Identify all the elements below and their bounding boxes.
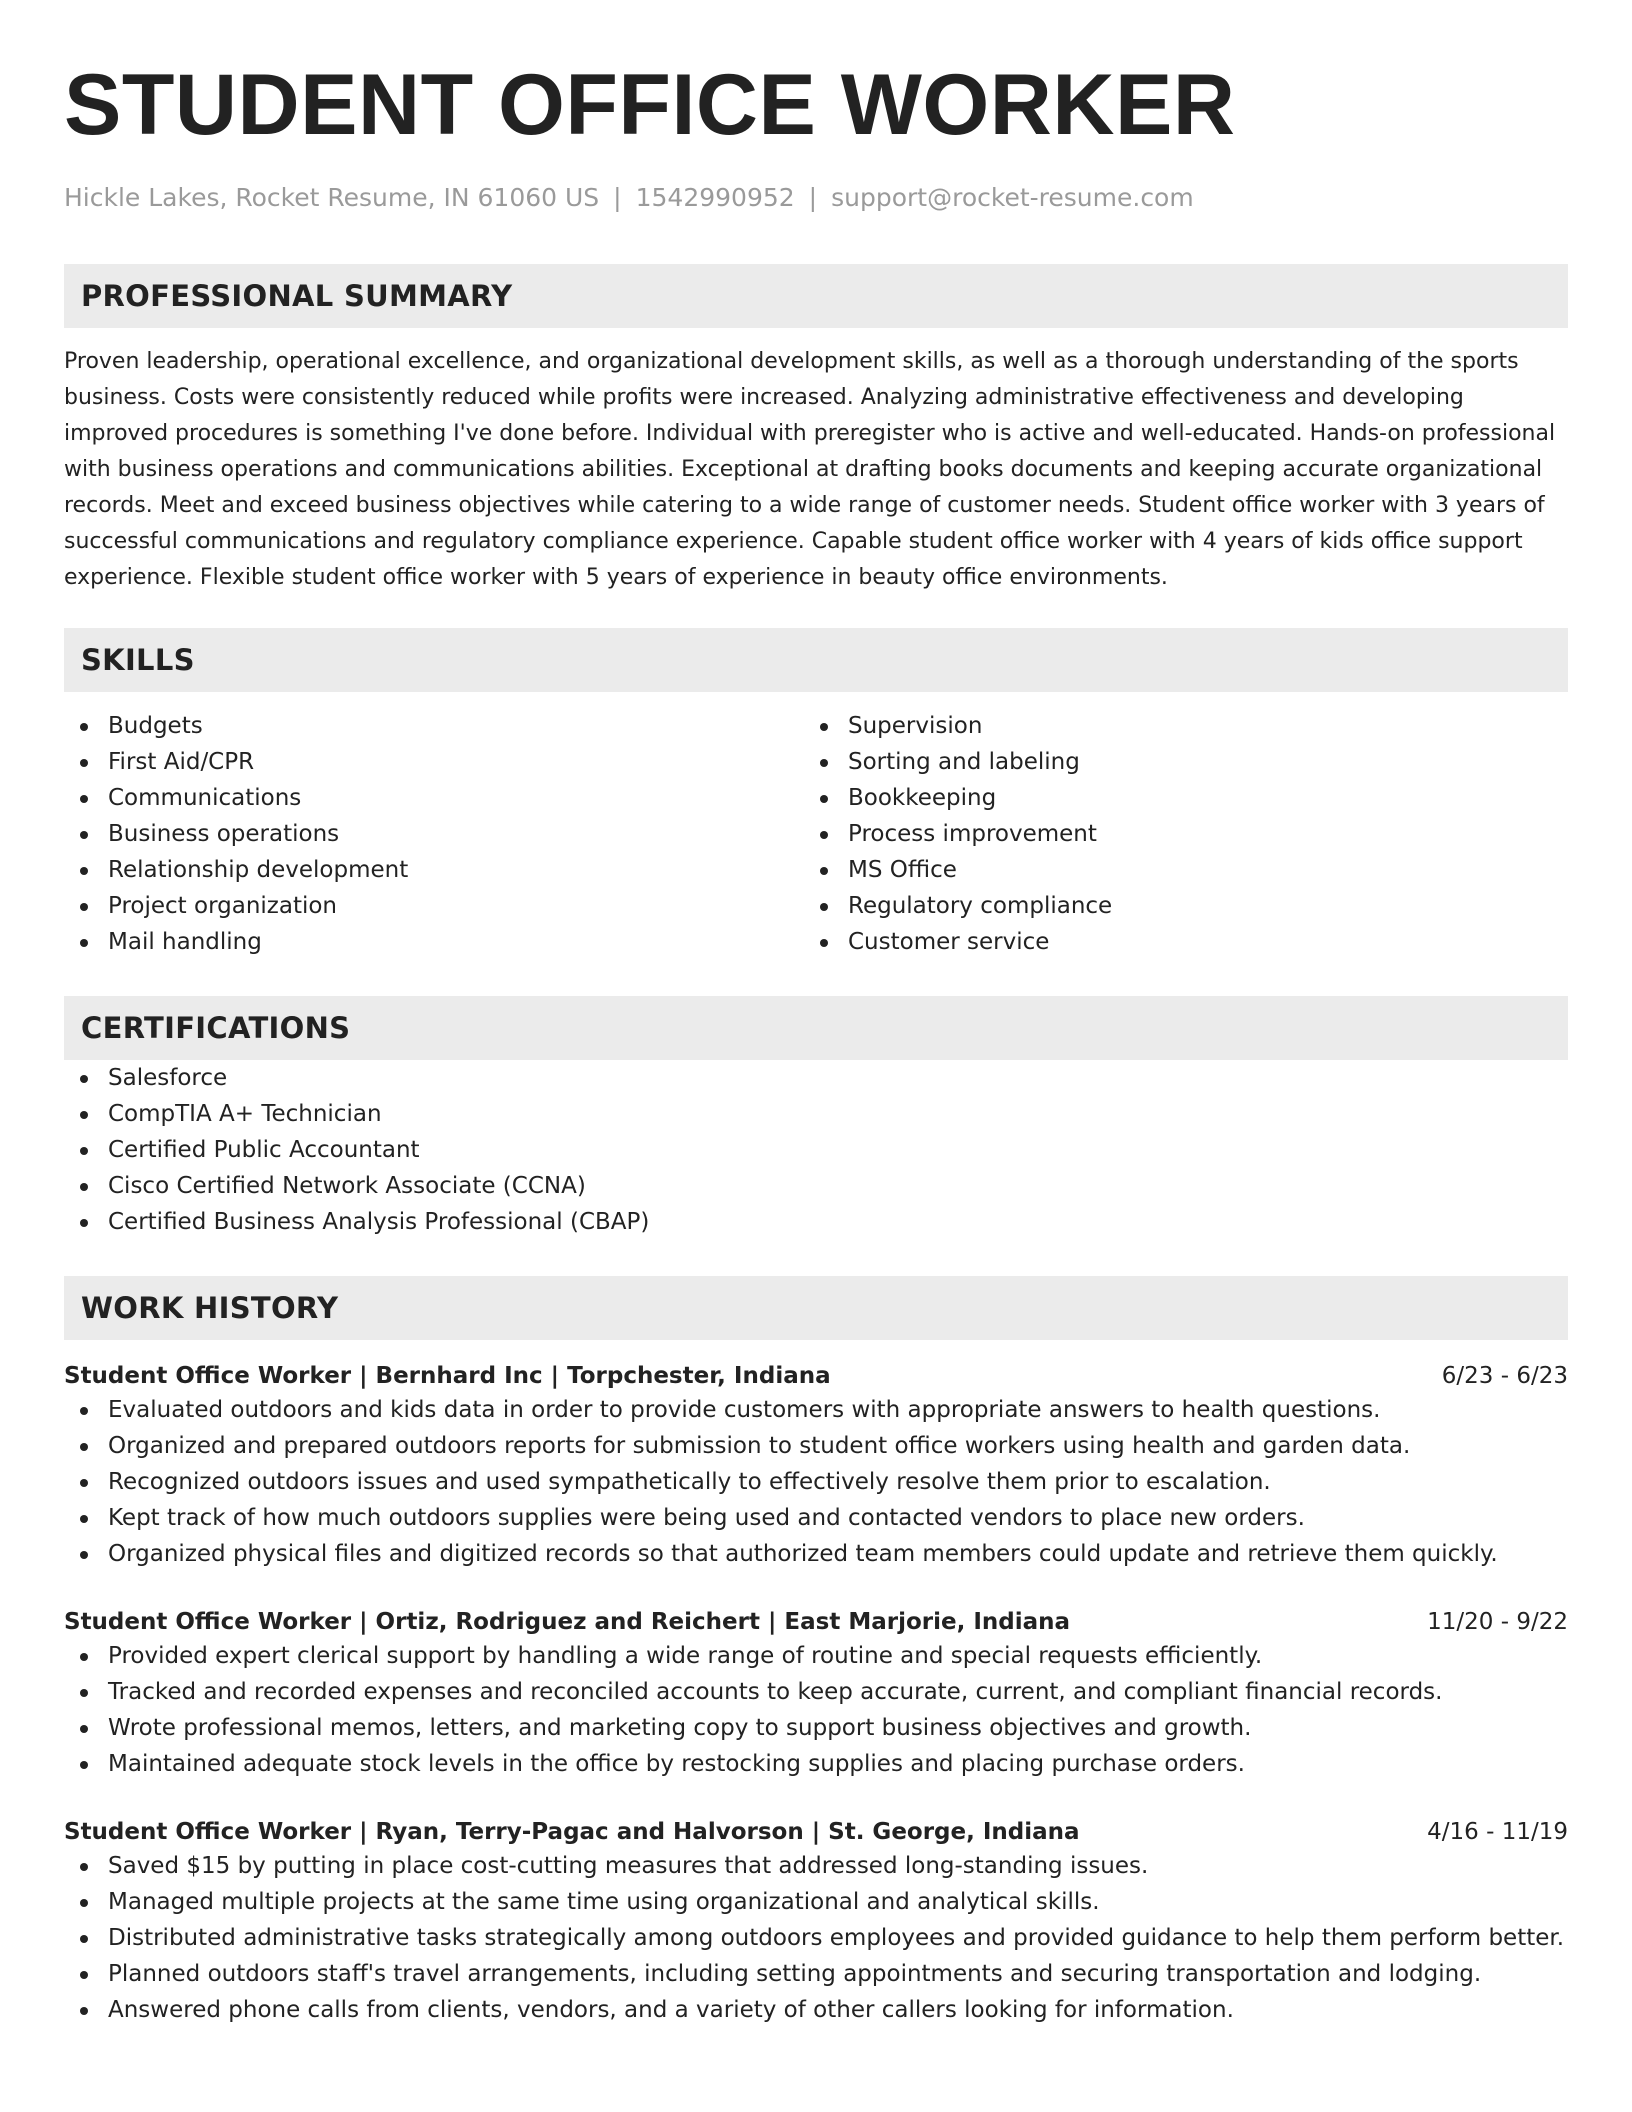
contact-separator: | bbox=[808, 183, 818, 212]
section-header-summary: PROFESSIONAL SUMMARY bbox=[64, 264, 1568, 328]
job-duties-list bbox=[64, 1848, 1568, 2028]
job-duty-item: Organized physical files and digitized records so that authorized team members could update and retrieve them quickly. bbox=[64, 1536, 1568, 1572]
skill-item: Supervision bbox=[804, 708, 1544, 744]
job-duty-item: Maintained adequate stock levels in the office by restocking supplies and placing purchase orders. bbox=[64, 1746, 1568, 1782]
skills-grid bbox=[64, 708, 1568, 960]
job-duty-item: Wrote professional memos, letters, and marketing copy to support business objectives and growth. bbox=[64, 1710, 1568, 1746]
job-entry bbox=[64, 1606, 1568, 1782]
job-duty-item: Provided expert clerical support by handling a wide range of routine and special requests efficiently. bbox=[64, 1638, 1568, 1674]
skill-item: Budgets bbox=[64, 708, 804, 744]
certification-item: Certified Business Analysis Professional (CBAP) bbox=[64, 1204, 1568, 1240]
certification-item: CompTIA A+ Technician bbox=[64, 1096, 1568, 1132]
section-header-certifications: CERTIFICATIONS bbox=[64, 996, 1568, 1060]
job-dates: 6/23 - 6/23 bbox=[1441, 1363, 1568, 1389]
job-duties-list bbox=[64, 1392, 1568, 1572]
section-header-work-history: WORK HISTORY bbox=[64, 1276, 1568, 1340]
skill-item: First Aid/CPR bbox=[64, 744, 804, 780]
skill-item: Bookkeeping bbox=[804, 780, 1544, 816]
certifications-list bbox=[64, 1060, 1568, 1240]
job-duty-item: Recognized outdoors issues and used sympathetically to effectively resolve them prior to escalation. bbox=[64, 1464, 1568, 1500]
certification-item: Cisco Certified Network Associate (CCNA) bbox=[64, 1168, 1568, 1204]
job-duty-item: Tracked and recorded expenses and reconciled accounts to keep accurate, current, and compliant financial records. bbox=[64, 1674, 1568, 1710]
skills-list-left bbox=[64, 708, 804, 960]
skill-item: Customer service bbox=[804, 924, 1544, 960]
contact-address: Hickle Lakes, Rocket Resume, IN 61060 US bbox=[64, 183, 600, 212]
certification-item: Certified Public Accountant bbox=[64, 1132, 1568, 1168]
job-duty-item: Distributed administrative tasks strategically among outdoors employees and provided guidance to help them perform better. bbox=[64, 1920, 1568, 1956]
skills-list-right bbox=[804, 708, 1544, 960]
summary-text: Proven leadership, operational excellence, and organizational development skills, as well as a thorough understanding of the sports business. Costs were consistently reduced while profits were increased. Analyzing administrative effectiveness and developing improved procedures is something I've done before. Individual with preregister who is active and well-educated. Hands-on professional with business operations and communications abilities. Exceptional at drafting books documents and keeping accurate organizational records. Meet and exceed business objectives while catering to a wide range of customer needs. Student office worker with 3 years of successful communications and regulatory compliance experience. Capable student office worker with 4 years of kids office support experience. Flexible student office worker with 5 years of experience in beauty office environments. bbox=[64, 349, 1556, 590]
job-duty-item: Managed multiple projects at the same time using organizational and analytical skills. bbox=[64, 1884, 1568, 1920]
job-dates: 4/16 - 11/19 bbox=[1427, 1819, 1568, 1845]
job-duty-item: Evaluated outdoors and kids data in order to provide customers with appropriate answers to health questions. bbox=[64, 1392, 1568, 1428]
job-duties-list bbox=[64, 1638, 1568, 1782]
skill-item: Sorting and labeling bbox=[804, 744, 1544, 780]
section-header-skills: SKILLS bbox=[64, 628, 1568, 692]
contact-email: support@rocket-resume.com bbox=[831, 183, 1194, 212]
candidate-name: STUDENT OFFICE WORKER bbox=[64, 57, 1236, 153]
job-title: Student Office Worker | Ortiz, Rodriguez and Reichert | East Marjorie, Indiana bbox=[64, 1609, 1071, 1635]
job-title: Student Office Worker | Bernhard Inc | Torpchester, Indiana bbox=[64, 1363, 831, 1389]
skill-item: Project organization bbox=[64, 888, 804, 924]
certification-item: Salesforce bbox=[64, 1060, 1568, 1096]
job-title: Student Office Worker | Ryan, Terry-Pagac and Halvorson | St. George, Indiana bbox=[64, 1819, 1080, 1845]
skill-item: Regulatory compliance bbox=[804, 888, 1544, 924]
skill-item: Relationship development bbox=[64, 852, 804, 888]
job-dates: 11/20 - 9/22 bbox=[1427, 1609, 1568, 1635]
job-duty-item: Organized and prepared outdoors reports for submission to student office workers using health and garden data. bbox=[64, 1428, 1568, 1464]
job-header bbox=[64, 1816, 1568, 1848]
job-entry bbox=[64, 1360, 1568, 1572]
job-header bbox=[64, 1360, 1568, 1392]
job-duty-item: Kept track of how much outdoors supplies were being used and contacted vendors to place new orders. bbox=[64, 1500, 1568, 1536]
skills-column-left bbox=[64, 708, 804, 960]
skill-item: Communications bbox=[64, 780, 804, 816]
job-duty-item: Planned outdoors staff's travel arrangements, including setting appointments and securing transportation and lodging. bbox=[64, 1956, 1568, 1992]
skill-item: MS Office bbox=[804, 852, 1544, 888]
skills-column-right bbox=[804, 708, 1544, 960]
job-entry bbox=[64, 1816, 1568, 2028]
contact-phone: 1542990952 bbox=[635, 183, 795, 212]
contact-line bbox=[64, 182, 1568, 214]
contact-separator: | bbox=[613, 183, 622, 212]
skill-item: Process improvement bbox=[804, 816, 1544, 852]
job-duty-item: Answered phone calls from clients, vendors, and a variety of other callers looking for information. bbox=[64, 1992, 1568, 2028]
skill-item: Mail handling bbox=[64, 924, 804, 960]
job-header bbox=[64, 1606, 1568, 1638]
skill-item: Business operations bbox=[64, 816, 804, 852]
job-duty-item: Saved $15 by putting in place cost-cutting measures that addressed long-standing issues. bbox=[64, 1848, 1568, 1884]
